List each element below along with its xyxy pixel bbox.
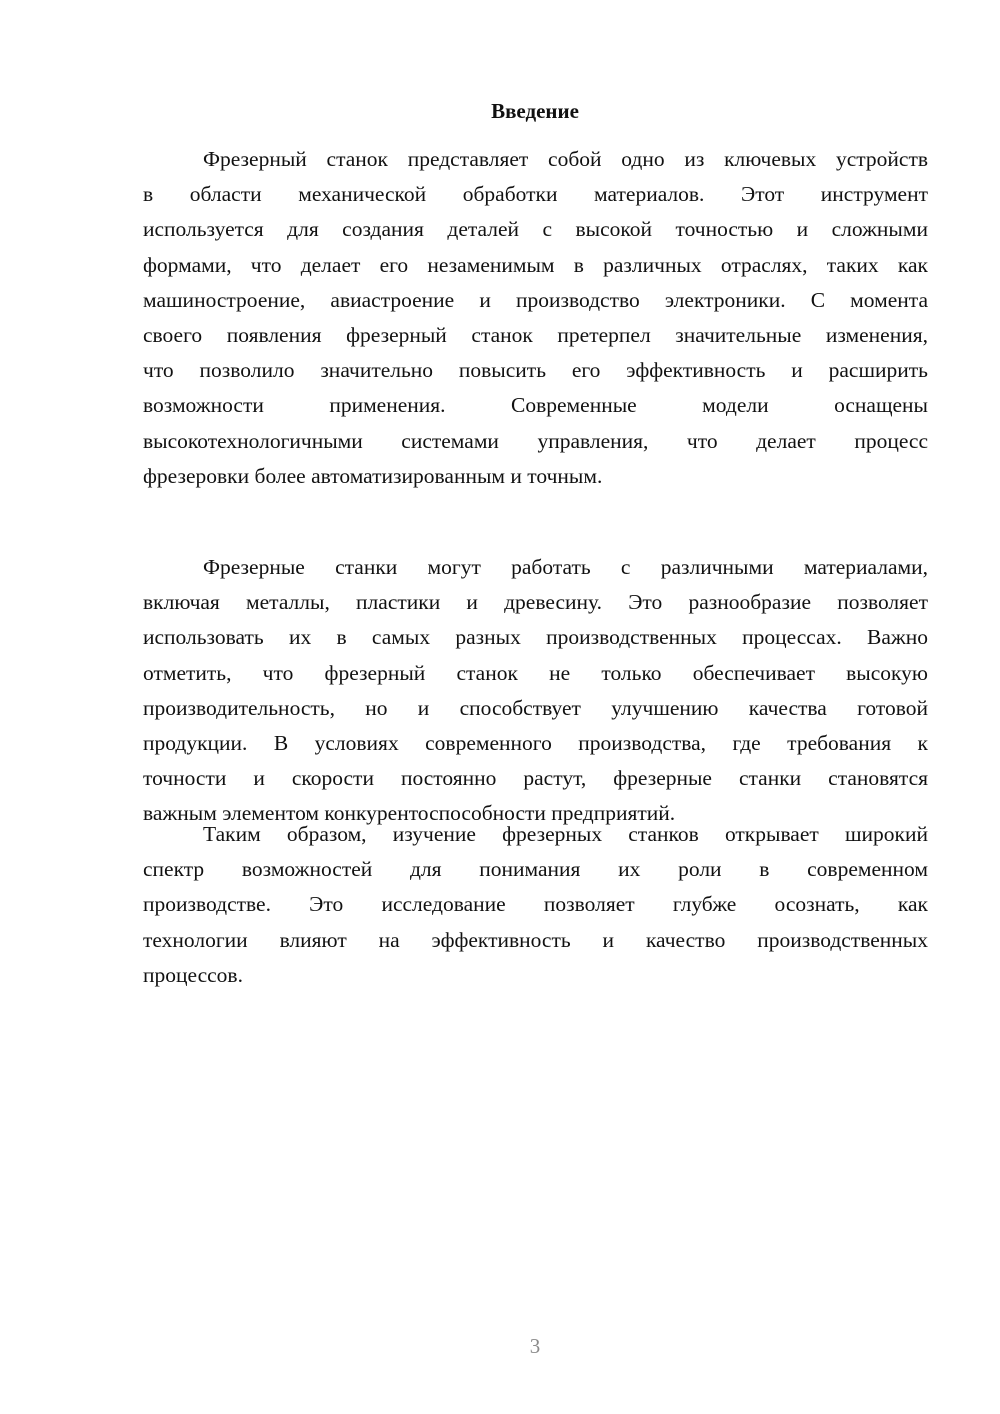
text-line: важным элементом конкурентоспособности предприятий. — [143, 801, 676, 826]
text-line: формами, что делает его незаменимым в различных отраслях, таких как — [143, 252, 928, 277]
paragraph-2 — [143, 550, 928, 832]
text-line: спектр возможностей для понимания их роли в современном — [143, 857, 928, 882]
paragraph-1 — [143, 142, 928, 494]
text-line: что позволило значительно повысить его эффективность и расширить — [143, 358, 928, 383]
text-line: Фрезерные станки могут работать с различными материалами, — [203, 555, 928, 579]
text-line: производительность, но и способствует улучшению качества готовой — [143, 695, 928, 720]
text-line: высокотехнологичными системами управления, что делает процесс — [143, 428, 928, 453]
section-title: Введение — [491, 99, 579, 123]
text-line: Фрезерный станок представляет собой одно из ключевых устройств — [203, 147, 928, 171]
text-line: машиностроение, авиастроение и производство электроники. С момента — [143, 287, 928, 312]
text-line: используется для создания деталей с высокой точностью и сложными — [143, 217, 928, 242]
text-line: использовать их в самых разных производственных процессах. Важно — [143, 625, 928, 650]
page-number: 3 — [529, 1334, 541, 1358]
text-line: точности и скорости постоянно растут, фрезерные станки становятся — [143, 766, 928, 791]
text-line: технологии влияют на эффективность и качество производственных — [143, 927, 928, 952]
paragraph-3 — [143, 817, 928, 993]
text-line: отметить, что фрезерный станок не только обеспечивает высокую — [143, 660, 928, 685]
text-line: включая металлы, пластики и древесину. Это разнообразие позволяет — [143, 590, 928, 615]
text-line: продукции. В условиях современного производства, где требования к — [143, 730, 928, 755]
text-line: своего появления фрезерный станок претерпел значительные изменения, — [143, 322, 928, 347]
text-line: Таким образом, изучение фрезерных станков открывает широкий — [203, 822, 928, 846]
text-line: в области механической обработки материалов. Этот инструмент — [143, 182, 928, 207]
text-line: возможности применения. Современные модели оснащены — [143, 393, 928, 418]
text-line: фрезеровки более автоматизированным и точным. — [143, 463, 603, 488]
text-line: процессов. — [143, 962, 243, 987]
text-line: производстве. Это исследование позволяет глубже осознать, как — [143, 892, 928, 917]
